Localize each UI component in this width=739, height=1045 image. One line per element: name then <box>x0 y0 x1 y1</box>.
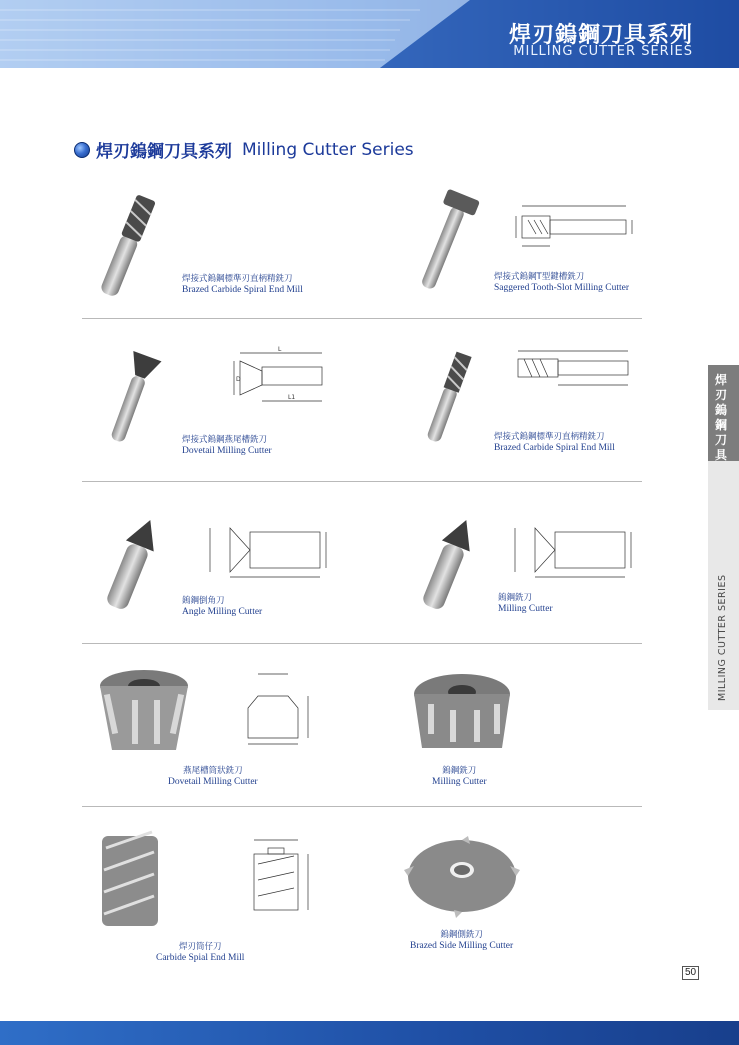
spiral-end-mill-shell-diagram <box>244 834 328 920</box>
milling-cutter-image <box>412 515 488 611</box>
caption: 焊接式鎢鋼T型鍵槽銑刀 Saggered Tooth-Slot Milling Cutter <box>494 272 630 293</box>
row-divider <box>82 481 642 482</box>
t-slot-cutter-image <box>410 186 485 290</box>
section-title-cn: 焊刃鎢鋼刀具系列 <box>96 142 232 162</box>
caption: 鎢鋼銑刀 Milling Cutter <box>432 766 487 787</box>
caption: 燕尾槽筒狀銑刀 Dovetail Milling Cutter <box>168 766 258 787</box>
angle-cutter-diagram <box>200 520 336 580</box>
side-tab-en: MILLING CUTTER SERIES <box>717 574 728 701</box>
dovetail-cutter-diagram <box>230 345 330 413</box>
carbide-spiral-end-mill-image <box>92 828 166 932</box>
side-milling-cutter-image <box>404 836 520 918</box>
header-subtitle: MILLING CUTTER SERIES <box>513 44 693 59</box>
caption: 焊刃筒仔刀 Carbide Spial End Mill <box>156 942 245 963</box>
section-title-en: Milling Cutter Series <box>242 139 414 160</box>
spiral-end-mill-2-image <box>414 348 486 444</box>
milling-cutter-disc-image <box>404 664 520 760</box>
svg-text:D: D <box>236 376 241 383</box>
caption: 鎢鋼側銑刀 Brazed Side Milling Cutter <box>410 930 514 951</box>
dovetail-shell-diagram <box>228 668 328 748</box>
spiral-end-mill-diagram <box>508 345 640 393</box>
row-divider <box>82 318 642 319</box>
caption: 鎢鋼銑刀 Milling Cutter <box>498 593 553 614</box>
spiral-end-mill-image <box>92 188 162 300</box>
dovetail-shell-cutter-image <box>88 664 200 760</box>
caption: 焊接式鎢鋼標準刃直柄精銑刀 Brazed Carbide Spiral End Mill <box>494 432 615 453</box>
caption: 焊接式鎢鋼標準刃直柄精銑刀 Brazed Carbide Spiral End Mill <box>182 274 303 295</box>
t-slot-cutter-diagram <box>508 196 640 254</box>
svg-text:L: L <box>278 346 282 353</box>
angle-cutter-image <box>96 515 172 611</box>
row-divider <box>82 806 642 807</box>
caption: 鎢鋼倒角刀 Angle Milling Cutter <box>182 596 263 617</box>
header-title: 焊刃鎢鋼刀具系列 <box>508 23 693 48</box>
page-footer <box>0 1021 739 1045</box>
row-divider <box>82 643 642 644</box>
side-tab <box>708 365 739 710</box>
page-number: 50 <box>682 966 699 980</box>
page-header <box>0 0 739 68</box>
milling-cutter-diagram <box>505 520 641 580</box>
bullet-icon <box>74 142 90 158</box>
side-tab-cn: 焊刃鎢鋼刀具 <box>715 373 728 462</box>
dovetail-cutter-image <box>98 348 170 444</box>
section-heading <box>74 137 414 162</box>
svg-text:L1: L1 <box>288 394 296 401</box>
caption: 焊接式鎢鋼燕尾槽銑刀 Dovetail Milling Cutter <box>182 435 272 456</box>
